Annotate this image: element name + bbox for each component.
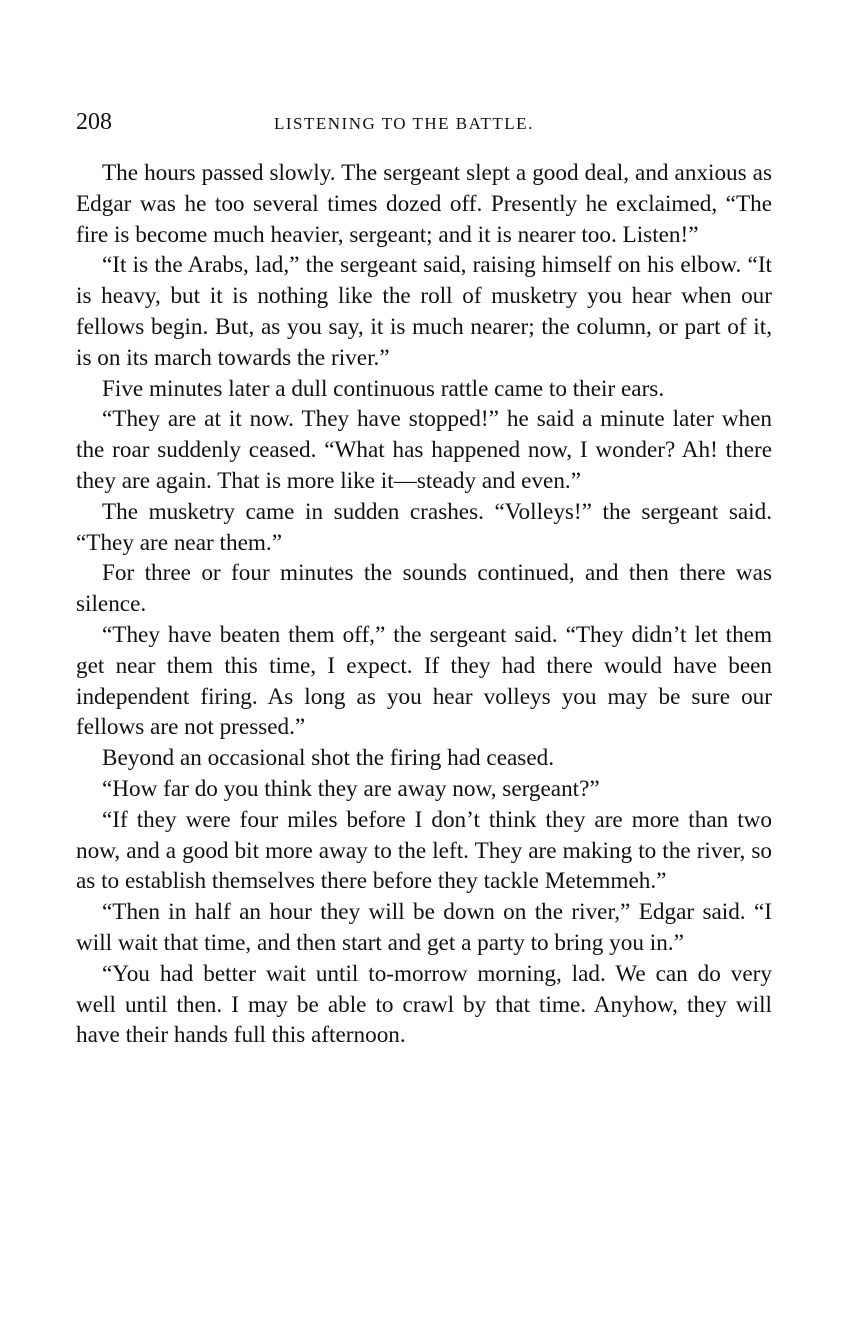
paragraph: “Then in half an hour they will be down on the river,” Edgar said. “I will wait that time, and then start and get a party to bring you in.” [76,899,772,956]
paragraph: “You had better wait until to-morrow morning, lad. We can do very well until then. I may be able to crawl by that time. Anyhow, they will have their hands full this afternoon. [76,960,772,1049]
paragraph: For three or four minutes the sounds continued, and then there was silence. [76,560,772,618]
paragraph: “It is the Arabs, lad,” the sergeant said, raising himself on his elbow. “It is heavy, but it is nothing like the roll of musketry you hear when our fellows begin. But, as you say, it is much nearer; the column, or part of it, is on its march towards the river.” [76,252,772,371]
paragraph: Five minutes later a dull continuous rattle came to their ears. [102,375,665,402]
paragraph: Beyond an occasional shot the firing had ceased. [102,745,555,772]
running-title: LISTENING TO THE BATTLE. [274,114,534,133]
paragraph: “They are at it now. They have stopped!” he said a minute later when the roar suddenly ceased. “What has happened now, I wonder? Ah! there they are again. That is more like it—steady and even.” [76,406,772,494]
page-header [76,108,776,138]
paragraph: “They have beaten them off,” the sergeant said. “They didn’t let them get near them this time, I expect. If they had there would have been independent firing. As long as you hear volleys you may be sure our fellows are not pressed.” [76,621,772,741]
paragraph: “If they were four miles before I don’t think they are more than two now, and a good bit more away to the left. They are making to the river, so as to establish themselves there before they tackle Metemmeh.” [76,806,772,895]
body-text [76,158,772,1051]
page-number: 208 [76,109,112,135]
paragraph: The hours passed slowly. The sergeant slept a good deal, and anxious as Edgar was he too several times dozed off. Presently he exclaimed, “The fire is become much heavier, sergeant; and it is nearer too. Listen!” [76,160,772,248]
paragraph: The musketry came in sudden crashes. “Volleys!” the sergeant said. “They are near them.” [76,498,772,556]
paragraph: “How far do you think they are away now, sergeant?” [102,775,600,802]
